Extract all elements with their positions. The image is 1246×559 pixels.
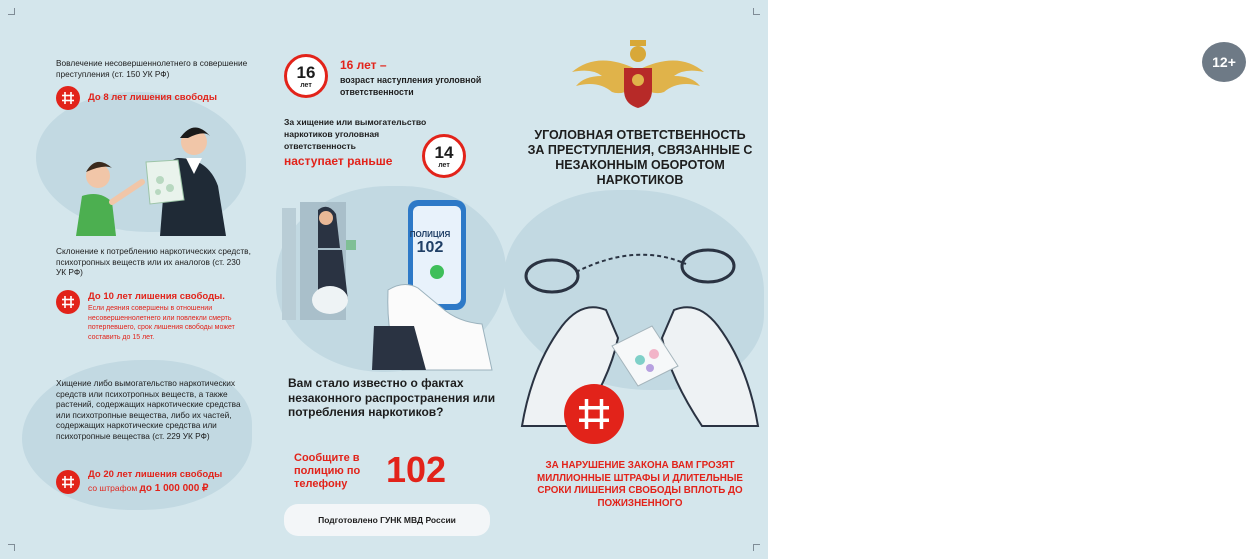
penalty-150: До 8 лет лишения свободы: [88, 92, 217, 103]
crime-text-229: Хищение либо вымогательство наркотических средств или психотропных веществ, а также растений, содержащих наркотические средства или психотропные вещества, либо их частей, содержащих наркотические средства или психотропные вещества (ст. 229 УК РФ): [56, 378, 241, 441]
age-14-accent: наступает раньше: [284, 154, 393, 168]
footer-credit: Подготовлено ГУНК МВД России: [284, 504, 490, 536]
handcuffed-hands-illustration: [512, 226, 768, 426]
fine-prefix: со штрафом: [88, 483, 138, 493]
crime-text-230: Склонение к потреблению наркотических средств, психотропных веществ или их аналогов (ст. 230 УК РФ): [56, 246, 251, 277]
age-14-number: 14: [434, 143, 454, 162]
report-question: Вам стало известно о фактах незаконного распространения или потребления наркотиков?: [288, 376, 496, 419]
age-16-text: возраст наступления уголовной ответственности: [340, 75, 482, 97]
penalty-229: До 20 лет лишения свободы: [88, 469, 223, 480]
penalty-230: До 10 лет лишения свободы.: [88, 291, 225, 302]
prison-bars-icon: [56, 470, 80, 494]
age-14-unit: лет: [438, 162, 450, 169]
prison-bars-icon: [56, 86, 80, 110]
penalty-230-note: Если деяния совершены в отношении несовершеннолетнего или повлекли смерть потерпевшего, срок лишения свободы может составить до 15 лет.: [88, 305, 235, 341]
prison-bars-icon: [564, 384, 624, 444]
crime-text-150: Вовлечение несовершеннолетнего в совершение преступления (ст. 150 УК РФ): [56, 58, 248, 79]
adult-and-child-illustration: [60, 118, 240, 236]
age-16-unit: лет: [300, 82, 312, 89]
middle-panel: [256, 0, 512, 559]
report-phone-number: 102: [386, 449, 447, 490]
right-panel: [512, 0, 1236, 559]
left-panel: [0, 0, 256, 559]
phone-call-illustration: [278, 200, 502, 370]
age-16-heading: 16 лет –: [340, 58, 387, 72]
age-16-number: 16: [296, 63, 316, 82]
warning-text: ЗА НАРУШЕНИЕ ЗАКОНА ВАМ ГРОЗЯТ МИЛЛИОННЫЕ ШТРАФЫ И ДЛИТЕЛЬНЫЕ СРОКИ ЛИШЕНИЯ СВОБОДЫ ВПЛОТЬ ДО ПОЖИЗНЕННОГО: [537, 460, 743, 509]
age-rating-badge: 12+: [1202, 42, 1246, 82]
age-16-badge: [284, 54, 328, 98]
age-14-text: За хищение или вымогательство наркотиков уголовная ответственность: [284, 117, 427, 151]
fine-amount: до 1 000 000 ₽: [139, 483, 209, 494]
leaflet-title: УГОЛОВНАЯ ОТВЕТСТВЕННОСТЬ ЗА ПРЕСТУПЛЕНИЯ, СВЯЗАННЫЕ С НЕЗАКОННЫМ ОБОРОТОМ НАРКОТИКОВ: [527, 128, 753, 187]
mvd-emblem-icon: [568, 34, 708, 118]
report-call-text: Сообщите в полицию по телефону: [294, 452, 361, 490]
phone-screen-number: 102: [416, 239, 444, 256]
phone-screen-label: ПОЛИЦИЯ: [409, 230, 451, 239]
fine-line: [88, 483, 208, 494]
age-14-badge: [422, 134, 466, 178]
prison-bars-icon: [56, 290, 80, 314]
